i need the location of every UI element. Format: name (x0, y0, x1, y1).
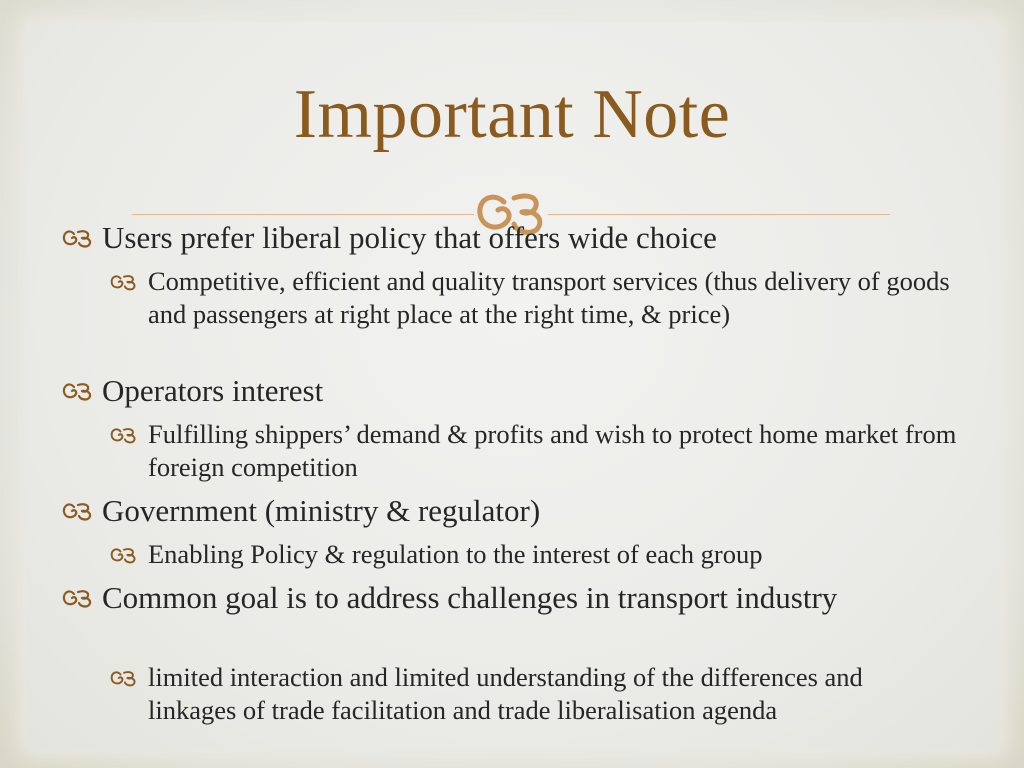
bullet-text: Government (ministry & regulator) (102, 493, 541, 528)
swirl-bullet-icon (110, 546, 138, 564)
swirl-bullet-icon (62, 228, 94, 248)
swirl-bullet-icon (110, 669, 138, 687)
bullet-item (62, 494, 962, 527)
bullet-text: Common goal is to address challenges in transport industry (102, 580, 838, 615)
swirl-bullet-icon (62, 588, 94, 608)
sub-bullet-item (110, 538, 970, 571)
bullet-item (62, 221, 962, 254)
swirl-bullet-icon (110, 426, 138, 444)
bullet-text: Operators interest (102, 373, 324, 408)
bullet-item (62, 374, 962, 407)
swirl-bullet-icon (110, 273, 138, 291)
swirl-bullet-icon (62, 501, 94, 521)
bullet-item (62, 581, 912, 614)
swirl-bullet-icon (62, 381, 94, 401)
sub-bullet-item (110, 265, 970, 331)
bullet-text: Users prefer liberal policy that offers wide choice (102, 220, 717, 255)
sub-bullet-text: limited interaction and limited understanding of the differences and linkages of trade facilitation and trade liberalisation agenda (148, 662, 863, 725)
slide-title: Important Note (293, 76, 731, 153)
sub-bullet-item (110, 418, 970, 484)
sub-bullet-text: Fulfilling shippers’ demand & profits and wish to protect home market from foreign competition (148, 419, 957, 482)
sub-bullet-text: Enabling Policy & regulation to the interest of each group (148, 539, 763, 569)
sub-bullet-text: Competitive, efficient and quality transport services (thus delivery of goods and passengers at right place at the right time, & price) (148, 266, 950, 329)
sub-bullet-item (110, 661, 910, 727)
